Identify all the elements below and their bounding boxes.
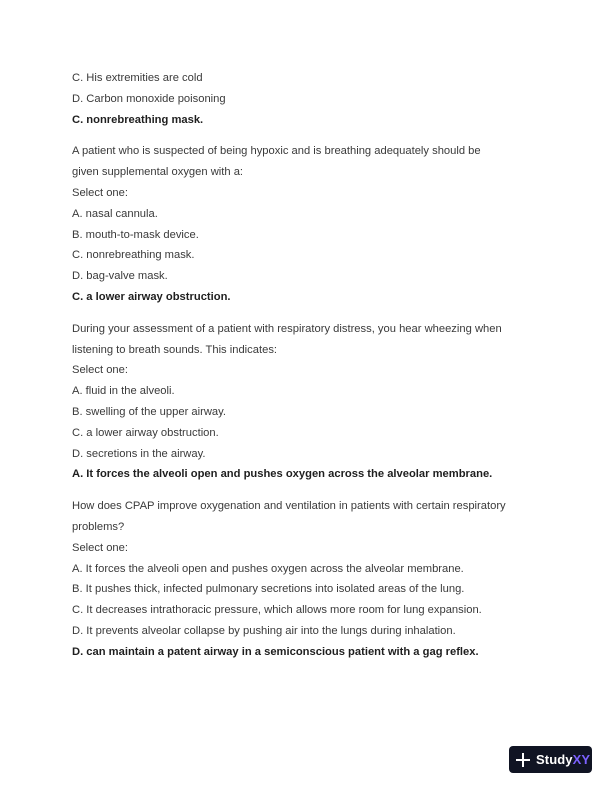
option-d: D. Carbon monoxide poisoning — [72, 92, 226, 105]
question-1-line-1: A patient who is suspected of being hypoxic and is breathing adequately should be — [72, 145, 481, 158]
select-one-label: Select one: — [72, 186, 128, 199]
option-c: C. His extremities are cold — [72, 72, 203, 84]
option-d: D. bag-valve mask. — [72, 270, 168, 283]
question-3 — [72, 496, 542, 642]
question-2 — [72, 319, 542, 465]
option-c: C. It decreases intrathoracic pressure, which allows more room for lung expansion. — [72, 604, 482, 617]
brand-name-accent: XY — [572, 752, 591, 767]
question-1-line-2: given supplemental oxygen with a: — [72, 166, 244, 179]
option-a: A. fluid in the alveoli. — [72, 385, 175, 398]
question-1 — [72, 141, 542, 287]
select-one-label: Select one: — [72, 364, 128, 377]
answer-2: C. a lower airway obstruction. — [72, 290, 231, 303]
option-d: D. It prevents alveolar collapse by pushing air into the lungs during inhalation. — [72, 624, 456, 637]
option-c: C. a lower airway obstruction. — [72, 426, 219, 439]
answer-1: C. nonrebreathing mask. — [72, 113, 204, 126]
option-d: D. secretions in the airway. — [72, 447, 206, 460]
option-a: A. It forces the alveoli open and pushes oxygen across the alveolar membrane. — [72, 562, 464, 575]
select-one-label: Select one: — [72, 541, 128, 554]
option-b: B. mouth-to-mask device. — [72, 228, 199, 241]
brand-name-main: Study — [536, 752, 573, 767]
question-2-line-1: During your assessment of a patient with respiratory distress, you hear wheezing when — [72, 322, 502, 335]
option-b: B. swelling of the upper airway. — [72, 405, 227, 418]
answer-3: A. It forces the alveoli open and pushes oxygen across the alveolar membrane. — [72, 468, 493, 481]
studyxy-logo[interactable] — [509, 746, 592, 773]
question-3-line-1: How does CPAP improve oxygenation and ventilation in patients with certain respiratory — [72, 500, 506, 513]
question-3-line-2: problems? — [72, 520, 125, 533]
previous-question-options — [72, 68, 542, 110]
brand-name — [536, 752, 590, 767]
option-a: A. nasal cannula. — [72, 207, 158, 220]
answer-4: D. can maintain a patent airway in a semiconscious patient with a gag reflex. — [72, 645, 479, 658]
option-c: C. nonrebreathing mask. — [72, 249, 195, 262]
question-2-line-2: listening to breath sounds. This indicates: — [72, 343, 278, 356]
option-b: B. It pushes thick, infected pulmonary secretions into isolated areas of the lung. — [72, 583, 465, 596]
document-content — [72, 68, 542, 663]
plus-star-icon — [515, 752, 531, 768]
